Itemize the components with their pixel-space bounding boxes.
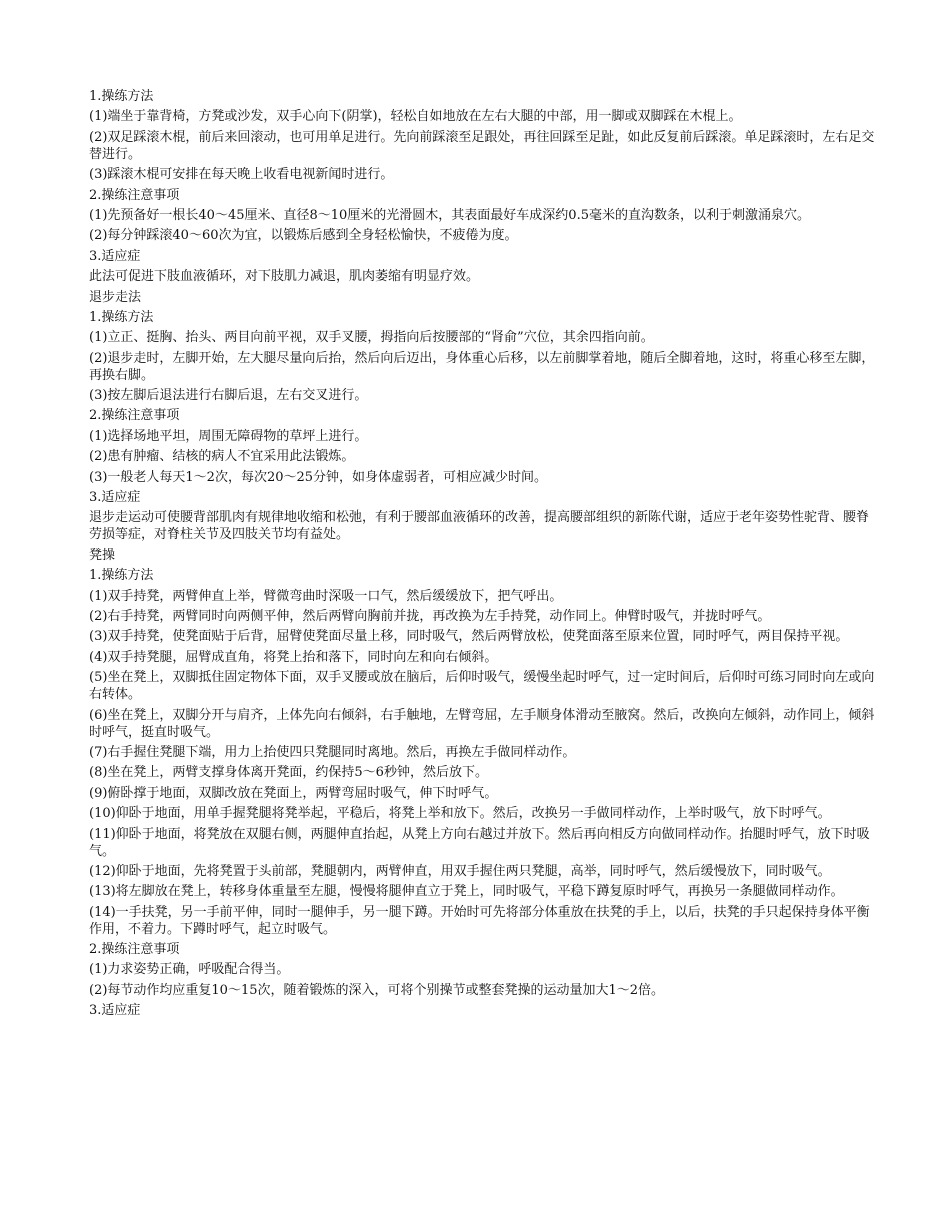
paragraph: 3.适应症 xyxy=(89,1003,141,1019)
paragraph: (8)坐在凳上，两臂支撑身体离开凳面，约保持5～6秒钟，然后放下。 xyxy=(89,765,488,781)
paragraph: 2.操练注意事项 xyxy=(89,942,180,958)
paragraph: (5)坐在凳上，双脚抵住固定物体下面，双手叉腰或放在脑后，后仰时吸气，缓慢坐起时呼气，过一定时间后，后仰时可练习同时向左或向右转体。 xyxy=(89,670,875,703)
paragraph: 退步走运动可使腰背部肌肉有规律地收缩和松弛，有利于腰部血液循环的改善，提高腰部组织的新陈代谢，适应于老年姿势性驼背、腰脊劳损等症，对脊柱关节及四肢关节均有益处。 xyxy=(89,510,870,543)
paragraph: (2)患有肿瘤、结核的病人不宜采用此法锻炼。 xyxy=(89,449,355,465)
paragraph: 2.操练注意事项 xyxy=(89,187,180,203)
paragraph: (2)双足踩滚木棍，前后来回滚动，也可用单足进行。先向前踩滚至足跟处，再往回踩至足趾，如此反复前后踩滚。单足踩滚时，左右足交替进行。 xyxy=(89,129,875,162)
paragraph: (13)将左脚放在凳上，转移身体重量至左腿，慢慢将腿伸直立于凳上，同时吸气，平稳下蹲复原时呼气，再换另一条腿做同样动作。 xyxy=(89,884,844,900)
paragraph: (1)力求姿势正确，呼吸配合得当。 xyxy=(89,962,290,978)
paragraph: 此法可促进下肢血液循环，对下肢肌力减退，肌肉萎缩有明显疗效。 xyxy=(89,269,480,285)
paragraph: (9)俯卧撑于地面，双脚改放在凳面上，两臂弯屈时吸气，伸下时呼气。 xyxy=(89,785,498,801)
paragraph: (10)仰卧于地面，用单手握凳腿将凳举起，平稳后，将凳上举和放下。然后，改换另一手做同样动作，上举时吸气，放下时呼气。 xyxy=(89,806,831,822)
paragraph: (1)立正、挺胸、抬头、两目向前平视，双手叉腰，拇指向后按腰部的“肾俞”穴位，其余四指向前。 xyxy=(89,330,654,346)
paragraph: (14)一手扶凳，另一手前平伸，同时一腿伸手，另一腿下蹲。开始时可先将部分体重放在扶凳的手上，以后，扶凳的手只起保持身体平衡作用，不着力。下蹲时呼气，起立时吸气。 xyxy=(89,904,870,937)
paragraph: (3)双手持凳，使凳面贴于后背，屈臂使凳面尽量上移，同时吸气，然后两臂放松，使凳面落至原来位置，同时呼气，两目保持平视。 xyxy=(89,629,849,645)
paragraph: 1.操练方法 xyxy=(89,309,154,325)
paragraph: 退步走法 xyxy=(89,289,142,305)
paragraph: (1)端坐于靠背椅，方凳或沙发，双手心向下(阴掌)，轻松自如地放在左右大腿的中部，用一脚或双脚踩在木棍上。 xyxy=(89,109,742,125)
paragraph: 3.适应症 xyxy=(89,490,141,506)
paragraph: (11)仰卧于地面，将凳放在双腿右侧，两腿伸直抬起，从凳上方向右越过并放下。然后再向相反方向做同样动作。抬腿时呼气，放下时吸气。 xyxy=(89,826,870,859)
paragraph: (3)一般老人每天1～2次，每次20～25分钟，如身体虚弱者，可相应减少时间。 xyxy=(89,469,548,485)
paragraph: 1.操练方法 xyxy=(89,568,154,584)
paragraph: (1)先预备好一根长40～45厘米、直径8～10厘米的光滑圆木，其表面最好车成深约0.5毫米的直沟数条，以利于刺激涌泉穴。 xyxy=(89,207,810,223)
paragraph: (2)每分钟踩滚40～60次为宜，以锻炼后感到全身轻松愉快，不疲倦为度。 xyxy=(89,228,518,244)
paragraph: (1)选择场地平坦，周围无障碍物的草坪上进行。 xyxy=(89,428,368,444)
paragraph: (12)仰卧于地面，先将凳置于头前部，凳腿朝内，两臂伸直，用双手握住两只凳腿，高举，同时呼气，然后缓慢放下，同时吸气。 xyxy=(89,863,831,879)
paragraph: (2)退步走时，左脚开始，左大腿尽量向后抬，然后向后迈出，身体重心后移，以左前脚掌着地，随后全脚着地，这时，将重心移至左脚，再换右脚。 xyxy=(89,350,875,383)
paragraph: (6)坐在凳上，双脚分开与肩齐，上体先向右倾斜，右手触地，左臂弯屈，左手顺身体滑动至腋窝。然后，改换向左倾斜，动作同上，倾斜时呼气，挺直时吸气。 xyxy=(89,707,875,740)
paragraph: (3)按左脚后退法进行右脚后退，左右交叉进行。 xyxy=(89,388,368,404)
paragraph: (3)踩滚木棍可安排在每天晚上收看电视新闻时进行。 xyxy=(89,167,394,183)
paragraph: 2.操练注意事项 xyxy=(89,408,180,424)
paragraph: (7)右手握住凳腿下端，用力上抬使四只凳腿同时离地。然后，再换左手做同样动作。 xyxy=(89,744,576,760)
paragraph: 3.适应症 xyxy=(89,248,141,264)
paragraph: 1.操练方法 xyxy=(89,89,154,104)
document-body xyxy=(89,88,879,1023)
paragraph: (2)右手持凳，两臂同时向两侧平伸，然后两臂向胸前并拢，再改换为左手持凳，动作同上。伸臂时吸气，并拢时呼气。 xyxy=(89,608,771,624)
paragraph: (2)每节动作均应重复10～15次，随着锻炼的深入，可将个别操节或整套凳操的运动量加大1～2倍。 xyxy=(89,982,665,998)
paragraph: (4)双手持凳腿，屈臂成直角，将凳上抬和落下，同时向左和向右倾斜。 xyxy=(89,649,498,665)
paragraph: 凳操 xyxy=(89,547,116,563)
paragraph: (1)双手持凳，两臂伸直上举，臂微弯曲时深吸一口气，然后缓缓放下，把气呼出。 xyxy=(89,588,563,604)
